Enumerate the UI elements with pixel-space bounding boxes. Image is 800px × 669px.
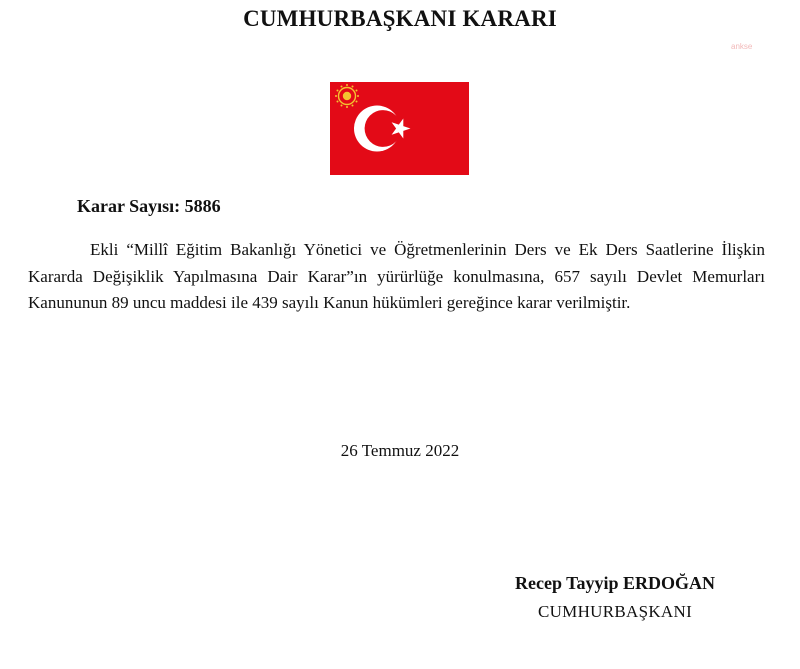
signer-title: CUMHURBAŞKANI (537, 602, 693, 621)
turkish-flag-icon (330, 82, 469, 175)
signer-name: Recep Tayyip ERDOĞAN (514, 573, 716, 593)
decision-date: 26 Temmuz 2022 (340, 441, 460, 460)
watermark: ankse (731, 42, 753, 51)
document-title: CUMHURBAŞKANI KARARI (243, 6, 557, 31)
decision-number: Karar Sayısı: 5886 (77, 196, 221, 216)
decision-body-text: Ekli “Millî Eğitim Bakanlığı Yönetici ve Öğretmenlerinin Ders ve Ek Ders Saatlerine İlişkin Kararda Değişiklik Yapılmasına Dair Karar”ın yürürlüğe konulmasına, 657 sayılı Devlet Memurları Kanununun 89 uncu maddesi ile 439 sayılı Kanun hükümleri gereğince karar verilmiştir. (28, 240, 765, 312)
signature-block (470, 573, 760, 622)
